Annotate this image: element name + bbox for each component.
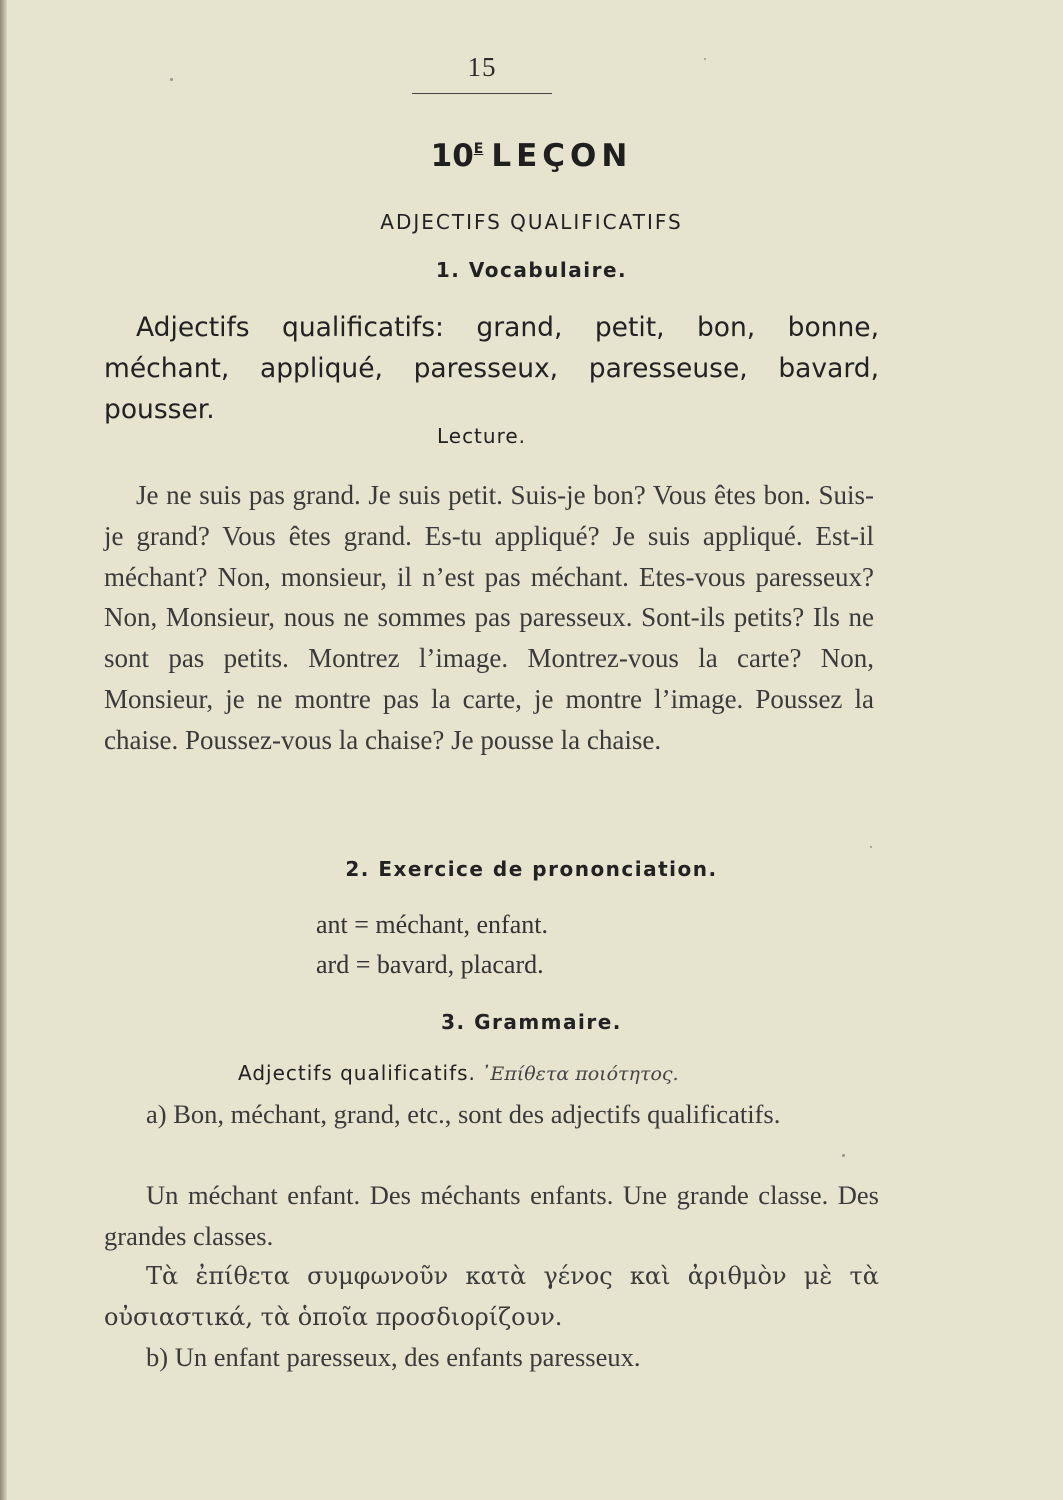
lesson-word: LEÇON — [491, 138, 633, 174]
paper-speck — [704, 58, 706, 60]
reading-text: Je ne suis pas grand. Je suis petit. Suis-je bon? Vous êtes bon. Suis-je grand? Vous êtes grand. Es-tu appliqué? Je suis appliqué. Est-il méchant? Non, monsieur, il n’est pas méchant. Etes-vous paresseux? Non, Monsieur, nous ne sommes pas paresseux. Sont-ils petits? Ils ne sont pas petits. Montrez l’image. Montrez-vous la carte? Non, Monsieur, je ne montre pas la carte, je montre l’image. Poussez la chaise. Poussez-vous la chaise? Je pousse la chaise. — [104, 480, 874, 755]
pronunciation-line: ant = méchant, enfant. — [316, 910, 548, 939]
vocabulary-text: Adjectifs qualificatifs: grand, petit, bon, bonne, méchant, appliqué, paresseux, paresseuse, bavard, pousser. — [104, 312, 879, 425]
grammar-subtitle-greek: ᾿Επίθετα ποιότητος. — [480, 1063, 679, 1085]
grammar-title: 3. Grammaire. — [441, 1010, 622, 1034]
paper-speck — [842, 1154, 845, 1157]
pronunciation-line: ard = bavard, placard. — [316, 950, 544, 979]
grammar-examples: Un méchant enfant. Des méchants enfants. Une grande classe. Des grandes classes. — [104, 1180, 879, 1251]
grammar-paragraph-a: a) Bon, méchant, grand, etc., sont des adjectifs qualificatifs. — [146, 1099, 781, 1129]
lesson-ordinal-suffix: E — [473, 141, 484, 157]
section-heading: ADJECTIFS QUALIFICATIFS — [380, 210, 683, 234]
grammar-subtitle — [238, 1061, 679, 1086]
pronunciation-title: 2. Exercice de prononciation. — [345, 857, 718, 881]
grammar-subtitle-french: Adjectifs qualificatifs. — [238, 1061, 476, 1085]
lesson-title — [0, 138, 1063, 174]
paper-speck — [870, 846, 872, 848]
lesson-number: 10 — [430, 138, 474, 174]
grammar-paragraph-b: b) Un enfant paresseux, des enfants paresseux. — [146, 1342, 641, 1372]
grammar-greek-rule: Τὰ ἐπίθετα συμφωνοῦν κατὰ γένος καὶ ἀριθμὸν μὲ τὰ οὐσιαστικά, τὰ ὁποῖα προσδιορίζουν. — [104, 1262, 879, 1331]
page-number: 15 — [467, 52, 497, 82]
page-number-rule — [412, 93, 552, 94]
reading-title: Lecture. — [436, 424, 527, 448]
vocabulary-title: 1. Vocabulaire. — [435, 258, 628, 282]
paper-speck — [170, 78, 173, 81]
